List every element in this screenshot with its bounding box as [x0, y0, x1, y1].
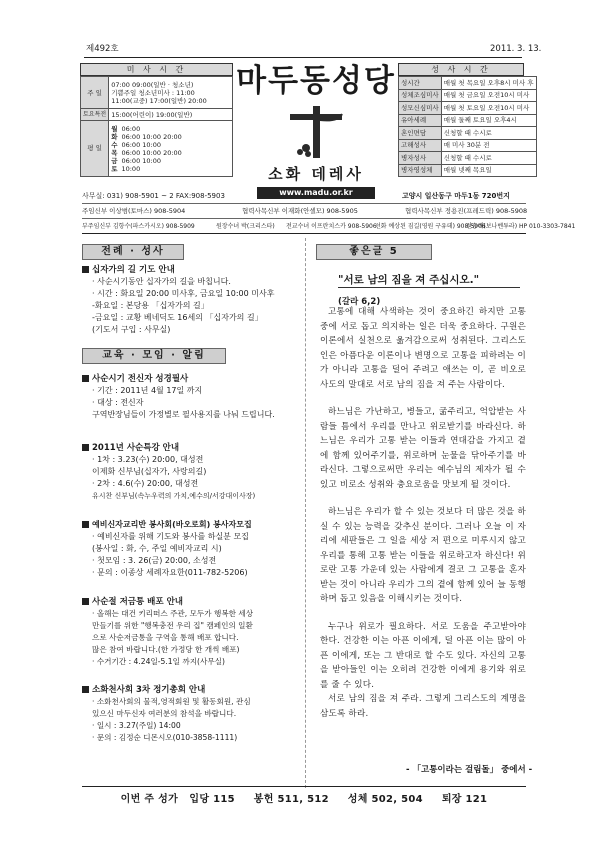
header-rule — [84, 57, 522, 58]
reflection-paragraph: 누구나 위로가 필요하다. 서로 도움을 주고받아야 한다. 건강한 이는 아픈 이에게, 덜 아픈 이는 많이 아픈 이에게, 또는 그 반대로 할 수도 있다. 자신의 고통을 받아들인 이는 오히려 건강한 이에게 용기와 위로를 줄 수 있다. — [320, 621, 526, 690]
weekday-day: 월 — [111, 124, 118, 133]
square-bullet-icon — [82, 375, 89, 382]
column-divider — [305, 238, 306, 788]
notice-line: · 문의 : 김정순 디몬시오(010-3858-1111) — [92, 733, 238, 742]
notice-line: · 1차 : 3.23(수) 20:00, 대성전 — [92, 455, 204, 464]
staff-contact: 선화 예상된 짐길(영원 구유데) 908-5906 — [375, 223, 486, 230]
reflection-paragraph: 하느님은 우리가 할 수 있는 것보다 더 많은 것을 하실 수 있는 능력을 갖추신 분이다. 그러나 오늘 이 자리에 세판들은 그 일을 세상 저 편으로 미루시지 않고 우리를 통해 고통 받는 이들을 위로하고자 하신다! 위로란 고통 가운데 있는 사람에게 결코 그 고통을 혼자 받는 것이 아니라 우리가 그의 곁에 함께 있어 늘 동행하며 돕고 있음을 이해시키는 것이다. — [320, 507, 526, 604]
clergy-contact: 협력사목신부 이재화(안셀모) 908-5905 — [242, 207, 358, 215]
notice-bible-transcription — [82, 373, 304, 421]
notice-line: · 시간 : 화요일 20:00 미사후, 금요일 10:00 미사후 — [92, 289, 275, 298]
sacrament-label: 고해성사 — [399, 139, 442, 152]
mass-line: 07:00 09:00(일반 · 청소년) — [111, 80, 194, 89]
quote-text: "서로 남의 짐을 져 주십시오." — [338, 274, 480, 286]
notice-line: · 수거기간 : 4.24일-5.1일 까지(사무실) — [92, 657, 225, 666]
issue-number: 제492호 — [86, 44, 119, 54]
weekday-times: 06:00 10:00 — [121, 156, 161, 165]
notice-line: · 기간 : 2011년 4월 17일 까지 — [92, 386, 203, 395]
sacrament-label: 성시간 — [399, 77, 442, 90]
patron-name: 소화 데레사 — [268, 165, 364, 183]
weekday-day: 화 — [111, 132, 118, 141]
notice-line: 으로 사순저금통을 구역을 통해 배포 합니다. — [92, 633, 239, 642]
notice-line: · 올해는 대건 키리떠스 주관, 모두가 행복한 세상 — [92, 609, 254, 618]
weekday-label: 평 일 — [81, 121, 109, 177]
notice-line: 유시찬 신부님(속누우력의 가치,예수의/서강대이사장) — [92, 492, 256, 500]
notice-line: · 첫모임 : 3. 26(금) 20:00, 소성전 — [92, 556, 217, 565]
notice-title: 예비신자교리반 봉사회(바오로회) 봉사자모집 — [92, 520, 252, 529]
notice-line: 이제화 신부님(십자가, 사랑의길) — [92, 467, 207, 476]
office-contact: 사무실: 031) 908-5901 ~ 2 FAX:908-5903 — [82, 192, 225, 200]
weekday-times: 06:00 10:00 20:00 — [121, 132, 182, 141]
notice-line: 만들기를 위한 "행복충전 우리 집" 캠페인의 일환 — [92, 621, 253, 630]
sacrament-label: 성체조심미사 — [399, 89, 442, 102]
reflection-body — [320, 305, 526, 721]
contact-rule — [82, 233, 526, 234]
hymns-of-the-week: 이번 주 성가 입당 115 봉헌 511, 512 성체 502, 504 퇴장 121 — [120, 794, 488, 805]
weekday-times: 06:00 10:00 — [121, 140, 161, 149]
notice-line: · 일시 : 3.27(주일) 14:00 — [92, 721, 181, 730]
reflection-paragraph: 서로 남의 짐을 져 주라. 그렇게 그리스도의 계명을 삼도록 하라. — [320, 694, 526, 719]
quote-reference: (갈라 6,2) — [338, 297, 381, 307]
square-bullet-icon — [82, 598, 89, 605]
sacrament-text: 매월 첫 목요일 오후8시 미사 후 — [441, 77, 536, 90]
notice-line: (봉사일 : 화, 수, 주일 예비자교리 시) — [92, 544, 222, 553]
sacrament-label: 병자영성체 — [399, 164, 442, 177]
clergy-contact: 주임신부 이상범(토마스) 908-5904 — [82, 207, 186, 215]
sacrament-text: 매 미사 30분 전 — [441, 139, 536, 152]
notice-stations-of-cross — [82, 264, 304, 336]
mass-row-label: 토요특전 — [81, 109, 109, 121]
contact-rule — [82, 218, 526, 219]
notice-line: · 2차 : 4.6(수) 20:00, 대성전 — [92, 479, 199, 488]
notice-title: 사순시기 전신자 성경필사 — [92, 374, 189, 384]
sacrament-label: 병자성사 — [399, 152, 442, 165]
notice-line: · 예비신자를 위해 기도와 봉사를 하실분 모집 — [92, 532, 249, 541]
clergy-contact: 협력사목신부 정용진(프레드릭) 908-5908 — [405, 207, 528, 215]
sacrament-title: 성 사 시 간 — [398, 63, 524, 76]
sacrament-text: 매월 둘째 토요일 오후4시 — [441, 114, 536, 127]
section-heading-liturgy: 전례 · 성사 — [82, 244, 184, 260]
sacrament-text: 매월 첫 금요일 오전10시 미사 — [441, 89, 536, 102]
footer-rule — [82, 786, 526, 787]
section-heading-good-words: 좋은글 5 — [316, 244, 432, 260]
weekday-day: 수 — [111, 140, 118, 149]
sacrament-label: 성모신심미사 — [399, 102, 442, 115]
square-bullet-icon — [82, 266, 89, 273]
weekday-day: 목 — [111, 148, 118, 157]
notice-line: · 소화천사회의 물적,영적회원 및 활동회원, 관심 — [92, 697, 251, 706]
notice-lent-lectures — [82, 442, 304, 502]
reflection-source: - 「고통이라는 걸림돌」 중에서 - — [406, 765, 533, 775]
square-bullet-icon — [82, 444, 89, 451]
quote-box — [338, 268, 520, 307]
staff-contact: 전교수녀 이프란치스카 908-5906 — [286, 223, 377, 230]
parish-masthead — [236, 60, 396, 199]
notice-title: 2011년 사순특강 안내 — [92, 443, 180, 453]
issue-date: 2011. 3. 13. — [490, 44, 542, 54]
mass-times-title: 미 사 시 간 — [80, 63, 233, 76]
notice-sohwa-angels — [82, 684, 304, 744]
website-link[interactable]: www.madu.or.kr — [257, 187, 375, 199]
notice-line: · 사순시기동안 십자가의 길을 바칩니다. — [92, 277, 231, 286]
notice-line: (기도서 구입 : 사무실) — [92, 325, 171, 334]
sacrament-text: 신청할 때 수시로 — [441, 152, 536, 165]
notice-line: · 대상 : 전신자 — [92, 398, 144, 407]
sacrament-text: 매월 첫 토요일 오전10시 미사 — [441, 102, 536, 115]
mass-line: 11:00(교중) 17:00(일반) 20:00 — [111, 96, 207, 105]
sacrament-text: 신청할 때 수시로 — [441, 127, 536, 140]
notice-title: 소화천사회 3차 정기총회 안내 — [92, 685, 206, 695]
weekday-times: 06:00 10:00 20:00 — [121, 148, 182, 157]
square-bullet-icon — [82, 686, 89, 693]
reflection-paragraph: 하느님은 가난하고, 병들고, 굶주리고, 억압받는 사람들 틈에서 우리를 만나고 위로받기를 바라신다. 하느님은 우리가 고통 받는 이들과 연대감을 가지고 곁에 함께 있어주기를, 위로하며 눈물을 닦아주기를 바라신다. 그렇으로써만 우리는 예수님의 제자가 될 수 있고 비로소 성취와 충요로움을 맛보게 될 것이다. — [320, 407, 526, 490]
parish-name: 마두동성당 — [236, 63, 396, 99]
weekday-day: 토 — [111, 164, 118, 173]
contact-rule — [82, 203, 526, 204]
staff-contact: 전승배(보나벤투라) HP 010-3303-7841 — [466, 223, 576, 230]
weekday-times: 06:00 — [121, 124, 141, 133]
square-bullet-icon — [82, 521, 89, 528]
sacrament-label: 유아세례 — [399, 114, 442, 127]
staff-contact: 부주임신부 김항수(파스카시오) 908-5909 — [82, 223, 195, 230]
notice-line: -금요일 : 교황 베네딕도 16세의 「십자가의 길」 — [92, 313, 263, 322]
notice-title: 사순절 저금통 배포 안내 — [92, 597, 183, 607]
sacrament-text: 매월 넷째 목요일 — [441, 164, 536, 177]
notice-line: 구역반장님들이 가정별로 필사용지를 나눠 드립니다. — [92, 410, 275, 419]
notice-line: -화요일 : 본당용 「십자가의 길」 — [92, 301, 209, 310]
parish-address: 고양시 일산동구 마두1동 720번지 — [402, 192, 510, 200]
notice-line: 많은 참여 바랍니다.(한 가정당 한 개씩 배포) — [92, 645, 240, 654]
notice-lent-piggybank — [82, 596, 304, 668]
notice-line: · 문의 : 이종상 세례자요한(011-782-5206) — [92, 568, 248, 577]
notice-line: 있으신 마두신자 여러분의 참석을 바랍니다. — [92, 709, 237, 718]
notice-title: 십자가의 길 기도 안내 — [92, 265, 175, 275]
mass-line: 기쁨주일 청소년미사 : 11:00 — [111, 88, 195, 97]
weekday-times: 10:00 — [121, 164, 141, 173]
reflection-paragraph: 고통에 대해 사색하는 것이 중요하긴 하지만 고통 중에 서로 돕고 의지하는 일은 더욱 중요하다. 구원은 이론에서 실천으로 옮겨감으로써 성취된다. 그리스도인은 아픔다운 이론이나 변명으로 고통을 피하려는 이가 아니라 고통을 덜어 주려고 애쓰는 이, 곧 비오로 사도의 말대로 서로 남의 짐을 져 주는 사람이다. — [320, 307, 526, 390]
staff-contact: 원장수녀 박(크리스타) — [216, 223, 275, 230]
mass-line: 15:00(어린이) 19:00(일반) — [109, 109, 233, 121]
notice-volunteers — [82, 519, 304, 579]
section-heading-education: 교육 · 모임 · 알림 — [82, 348, 226, 364]
weekday-day: 금 — [111, 156, 118, 165]
mass-times-table — [80, 63, 233, 177]
sacrament-label: 혼인면담 — [399, 127, 442, 140]
sacrament-times-table — [398, 63, 534, 177]
mass-row-label: 주 일 — [81, 77, 109, 109]
cross-logo — [286, 104, 346, 162]
